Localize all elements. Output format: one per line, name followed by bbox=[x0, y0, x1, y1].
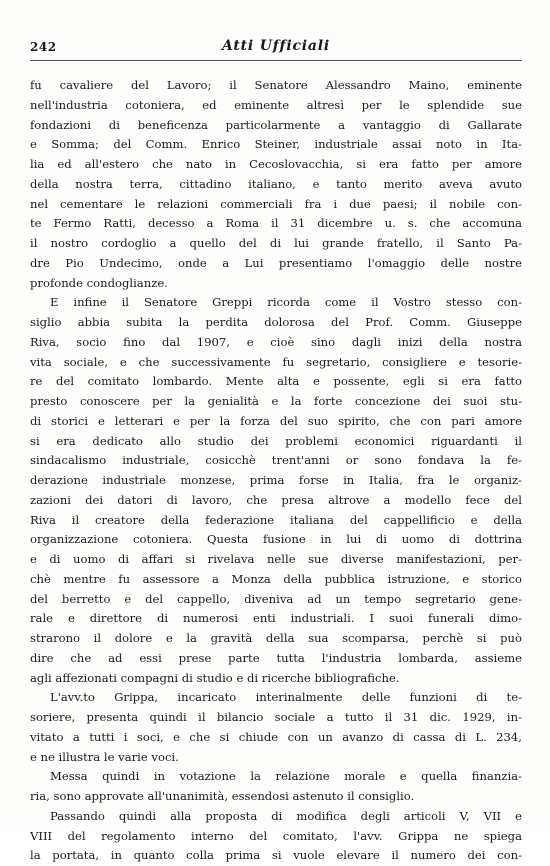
text-line: Riva il creatore della federazione italiana del cappellificio e della bbox=[30, 512, 522, 527]
text-line: L'avv.to Grippa, incaricato interinalmente delle funzioni di te- bbox=[50, 690, 522, 705]
text-line: re del comitato lombardo. Mente alta e possente, egli si era fatto bbox=[30, 374, 522, 389]
text-line: del berretto e del cappello, diveniva ad un tempo segretario gene- bbox=[30, 591, 522, 606]
text-line: zazioni dei datori di lavoro, che presa altrove a modello fece del bbox=[30, 492, 522, 507]
text-line: nell'industria cotoniera, ed eminente altresì per le splendide sue bbox=[30, 97, 522, 112]
text-line: e ne illustra le varie voci. bbox=[30, 749, 179, 764]
text-line: fu cavaliere del Lavoro; il Senatore Alessandro Maino, eminente bbox=[30, 78, 522, 92]
text-line: sindacalismo industriale, cosicchè trent'anni or sono fondava la fe- bbox=[30, 453, 522, 468]
text-line: di storici e letterari e per la forza del suo spirito, che con pari amore bbox=[30, 413, 522, 428]
header-rule bbox=[30, 60, 522, 61]
text-line: lia ed all'estero che nato in Cecoslovacchia, si era fatto per amore bbox=[30, 157, 522, 171]
text-line: te Fermo Ratti, decesso a Roma il 31 dicembre u. s. che accomuna bbox=[30, 216, 522, 231]
text-line: chè mentre fu assessore a Monza della pubblica istruzione, e storico bbox=[30, 571, 522, 586]
text-line: soriere, presenta quindi il bilancio sociale a tutto il 31 dic. 1929, in- bbox=[30, 710, 522, 724]
text-line: profonde condoglianze. bbox=[30, 275, 168, 290]
text-line: VIII del regolamento interno del comitato, l'avv. Grippa ne spiega bbox=[30, 828, 522, 843]
text-line: vitato a tutti i soci, e che si chiude con un avanzo di cassa di L. 234, bbox=[30, 729, 522, 744]
text-line: dire che ad essi prese parte tutta l'industria lombarda, assieme bbox=[30, 650, 522, 665]
text-line: presto conoscere per la genialità e la forte concezione dei suoi stu- bbox=[30, 394, 522, 408]
text-line: della nostra terra, cittadino italiano, e tanto merito aveva avuto bbox=[30, 176, 522, 191]
text-line: vita sociale, e che successivamente fu segretario, consigliere e tesorie- bbox=[30, 354, 522, 369]
text-line: rale e direttore di numerosi enti industriali. I suoi funerali dimo- bbox=[30, 611, 522, 626]
text-line: la portata, in quanto colla prima si vuole elevare il numero dei con- bbox=[30, 848, 522, 863]
text-line: derazione industriale monzese, prima forse in Italia, fra le organiz- bbox=[30, 473, 522, 487]
text-line: si era dedicato allo studio dei problemi economici riguardanti il bbox=[30, 433, 522, 448]
page-number: 242 bbox=[30, 40, 57, 54]
text-line: siglio abbia subita la perdita dolorosa del Prof. Comm. Giuseppe bbox=[30, 315, 522, 329]
body-text bbox=[30, 76, 522, 866]
text-line: il nostro cordoglio a quello del di lui grande fratello, il Santo Pa- bbox=[30, 236, 522, 250]
text-line: dre Pio Undecimo, onde a Lui presentiamo l'omaggio delle nostre bbox=[30, 255, 522, 270]
text-line: organizzazione cotoniera. Questa fusione in lui di uomo di dottrina bbox=[30, 532, 522, 547]
text-line: Passando quindi alla proposta di modifica degli articoli V, VII e bbox=[50, 808, 522, 823]
text-line: strarono il dolore e la gravità della sua scomparsa, perchè si può bbox=[30, 631, 522, 645]
text-line: fondazioni di beneficenza particolarmente a vantaggio di Gallarate bbox=[30, 117, 522, 132]
text-line: Riva, socio fino dal 1907, e cioè sino dagli inizi della nostra bbox=[30, 334, 522, 349]
text-line: Messa quindi in votazione la relazione morale e quella finanzia- bbox=[50, 769, 522, 784]
text-line: ria, sono approvate all'unanimità, essendosi astenuto il consiglio. bbox=[30, 789, 415, 803]
page-header bbox=[30, 40, 522, 62]
running-title: Atti Ufficiali bbox=[221, 38, 331, 54]
text-line: e di uomo di affari si rivelava nelle sue diverse manifestazioni, per- bbox=[30, 552, 522, 566]
text-line: agli affezionati compagni di studio e di ricerche bibliografiche. bbox=[30, 670, 400, 685]
text-line: e Somma; del Comm. Enrico Steiner, industriale assai noto in Ita- bbox=[30, 137, 522, 152]
text-line: E infine il Senatore Greppi ricorda come il Vostro stesso con- bbox=[50, 295, 522, 310]
text-line: nel cementare le relazioni commerciali fra i due paesi; il nobile con- bbox=[30, 196, 522, 211]
